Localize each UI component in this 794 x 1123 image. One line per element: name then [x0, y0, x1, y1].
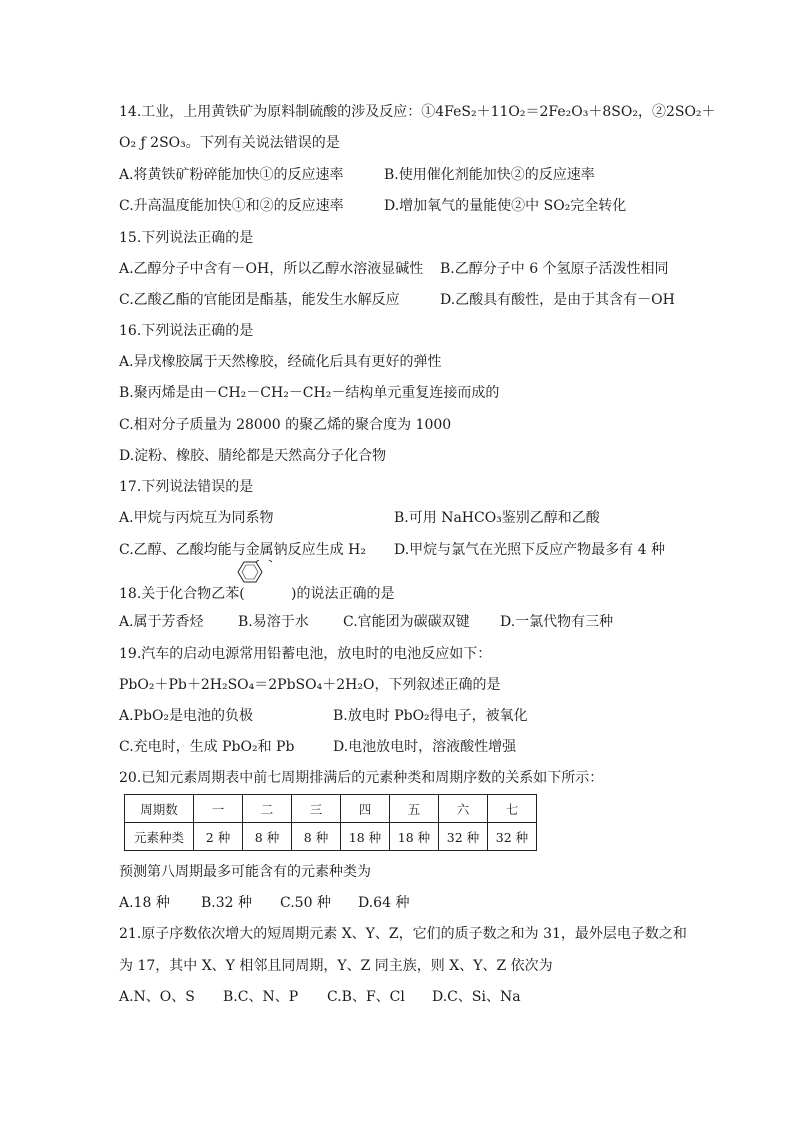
table-cell: 32 种 [439, 823, 488, 851]
q19-option-d: D.电池放电时，溶液酸性增强 [333, 739, 517, 755]
q14-option-c: C.升高温度能加快①和②的反应速率 [119, 198, 344, 214]
table-cell: 18 种 [341, 823, 390, 851]
q15-stem: 15.下列说法正确的是 [119, 230, 254, 246]
q16-option-b: B.聚丙烯是由－CH₂－CH₂－CH₂－结构单元重复连接而成的 [119, 385, 500, 401]
q14-option-a: A.将黄铁矿粉碎能加快①的反应速率 [119, 167, 344, 183]
table-cell: 六 [439, 795, 488, 823]
q14-option-b: B.使用催化剂能加快②的反应速率 [384, 167, 595, 183]
q15-option-b: B.乙醇分子中 6 个氢原子活泼性相同 [440, 261, 669, 277]
table-cell: 一 [194, 795, 243, 823]
q19-reaction: PbO₂＋Pb＋2H₂SO₄＝2PbSO₄＋2H₂O，下列叙述正确的是 [119, 677, 501, 693]
q18-stem-pre: 18.关于化合物乙苯( [119, 586, 245, 602]
q15-option-d: D.乙酸具有酸性，是由于其含有－OH [440, 292, 675, 308]
table-cell: 32 种 [488, 823, 537, 851]
q16-option-a: A.异戊橡胶属于天然橡胶，经硫化后具有更好的弹性 [119, 354, 442, 370]
period-element-table [124, 794, 537, 851]
q20-question: 预测第八周期最多可能含有的元素种类为 [119, 864, 371, 880]
q14-stem-line1: 14.工业，上用黄铁矿为原料制硫酸的涉及反应：①4FeS₂＋11O₂＝2Fe₂O₃＋8SO₂，②2SO₂＋ [119, 104, 716, 120]
q20-option-d: D.64 种 [358, 895, 410, 911]
q18-option-b: B.易溶于水 [238, 614, 309, 630]
q15-option-a: A.乙醇分子中含有－OH，所以乙醇水溶液显碱性 [119, 261, 424, 277]
q16-option-d: D.淀粉、橡胶、腈纶都是天然高分子化合物 [119, 448, 387, 464]
q20-option-c: C.50 种 [280, 895, 331, 911]
table-row [125, 795, 537, 823]
table-cell: 四 [341, 795, 390, 823]
table-cell: 七 [488, 795, 537, 823]
q21-stem-line2: 为 17，其中 X、Y 相邻且同周期，Y、Z 同主族，则 X、Y、Z 依次为 [119, 958, 553, 974]
q20-stem: 20.已知元素周期表中前七周期排满后的元素种类和周期序数的关系如下所示： [119, 770, 604, 786]
q19-stem: 19.汽车的启动电源常用铅蓄电池，放电时的电池反应如下： [119, 646, 492, 662]
q21-option-c: C.B、F、Cl [327, 989, 405, 1005]
q17-option-b: B.可用 NaHCO₃鉴别乙醇和乙酸 [394, 510, 600, 526]
q17-option-d: D.甲烷与氯气在光照下反应产物最多有 4 种 [394, 542, 665, 558]
table-cell: 五 [390, 795, 439, 823]
q14-option-d: D.增加氧气的量能使②中 SO₂完全转化 [384, 198, 627, 214]
q15-option-c: C.乙酸乙酯的官能团是酯基，能发生水解反应 [119, 292, 400, 308]
q20-option-a: A.18 种 [119, 895, 170, 911]
table-head-period: 周期数 [125, 795, 194, 823]
q18-stem-post: )的说法正确的是 [291, 586, 395, 602]
q16-stem: 16.下列说法正确的是 [119, 323, 254, 339]
q19-option-c: C.充电时，生成 PbO₂和 Pb [119, 739, 295, 755]
q17-option-a: A.甲烷与丙烷互为同系物 [119, 510, 274, 526]
q17-stem: 17.下列说法错误的是 [119, 479, 254, 495]
table-cell: 三 [292, 795, 341, 823]
q14-stem-line2: O₂ ƒ 2SO₃。下列有关说法错误的是 [119, 135, 340, 151]
q20-option-b: B.32 种 [201, 895, 253, 911]
q19-option-b: B.放电时 PbO₂得电子，被氧化 [333, 708, 528, 724]
table-cell: 二 [243, 795, 292, 823]
q17-option-c: C.乙醇、乙酸均能与金属钠反应生成 H₂ [119, 542, 366, 558]
q18-option-d: D.一氯代物有三种 [500, 614, 614, 630]
aromatic-inner-ring [242, 565, 258, 579]
q21-option-d: D.C、Si、Na [432, 989, 521, 1005]
ethylbenzene-structure [236, 560, 296, 602]
q16-option-c: C.相对分子质量为 28000 的聚乙烯的聚合度为 1000 [119, 417, 452, 433]
q21-option-a: A.N、O、S [119, 989, 195, 1005]
table-cell: 8 种 [292, 823, 341, 851]
q18-option-c: C.官能团为碳碳双键 [343, 614, 470, 630]
table-head-element-count: 元素种类 [125, 823, 194, 851]
table-row [125, 823, 537, 851]
table-cell: 8 种 [243, 823, 292, 851]
table-cell: 2 种 [194, 823, 243, 851]
q21-stem-line1: 21.原子序数依次增大的短周期元素 X、Y、Z，它们的质子数之和为 31，最外层电子数之和 [119, 926, 687, 942]
q21-option-b: B.C、N、P [223, 989, 299, 1005]
q19-option-a: A.PbO₂是电池的负极 [119, 708, 254, 724]
q18-option-a: A.属于芳香烃 [119, 614, 204, 630]
table-cell: 18 种 [390, 823, 439, 851]
